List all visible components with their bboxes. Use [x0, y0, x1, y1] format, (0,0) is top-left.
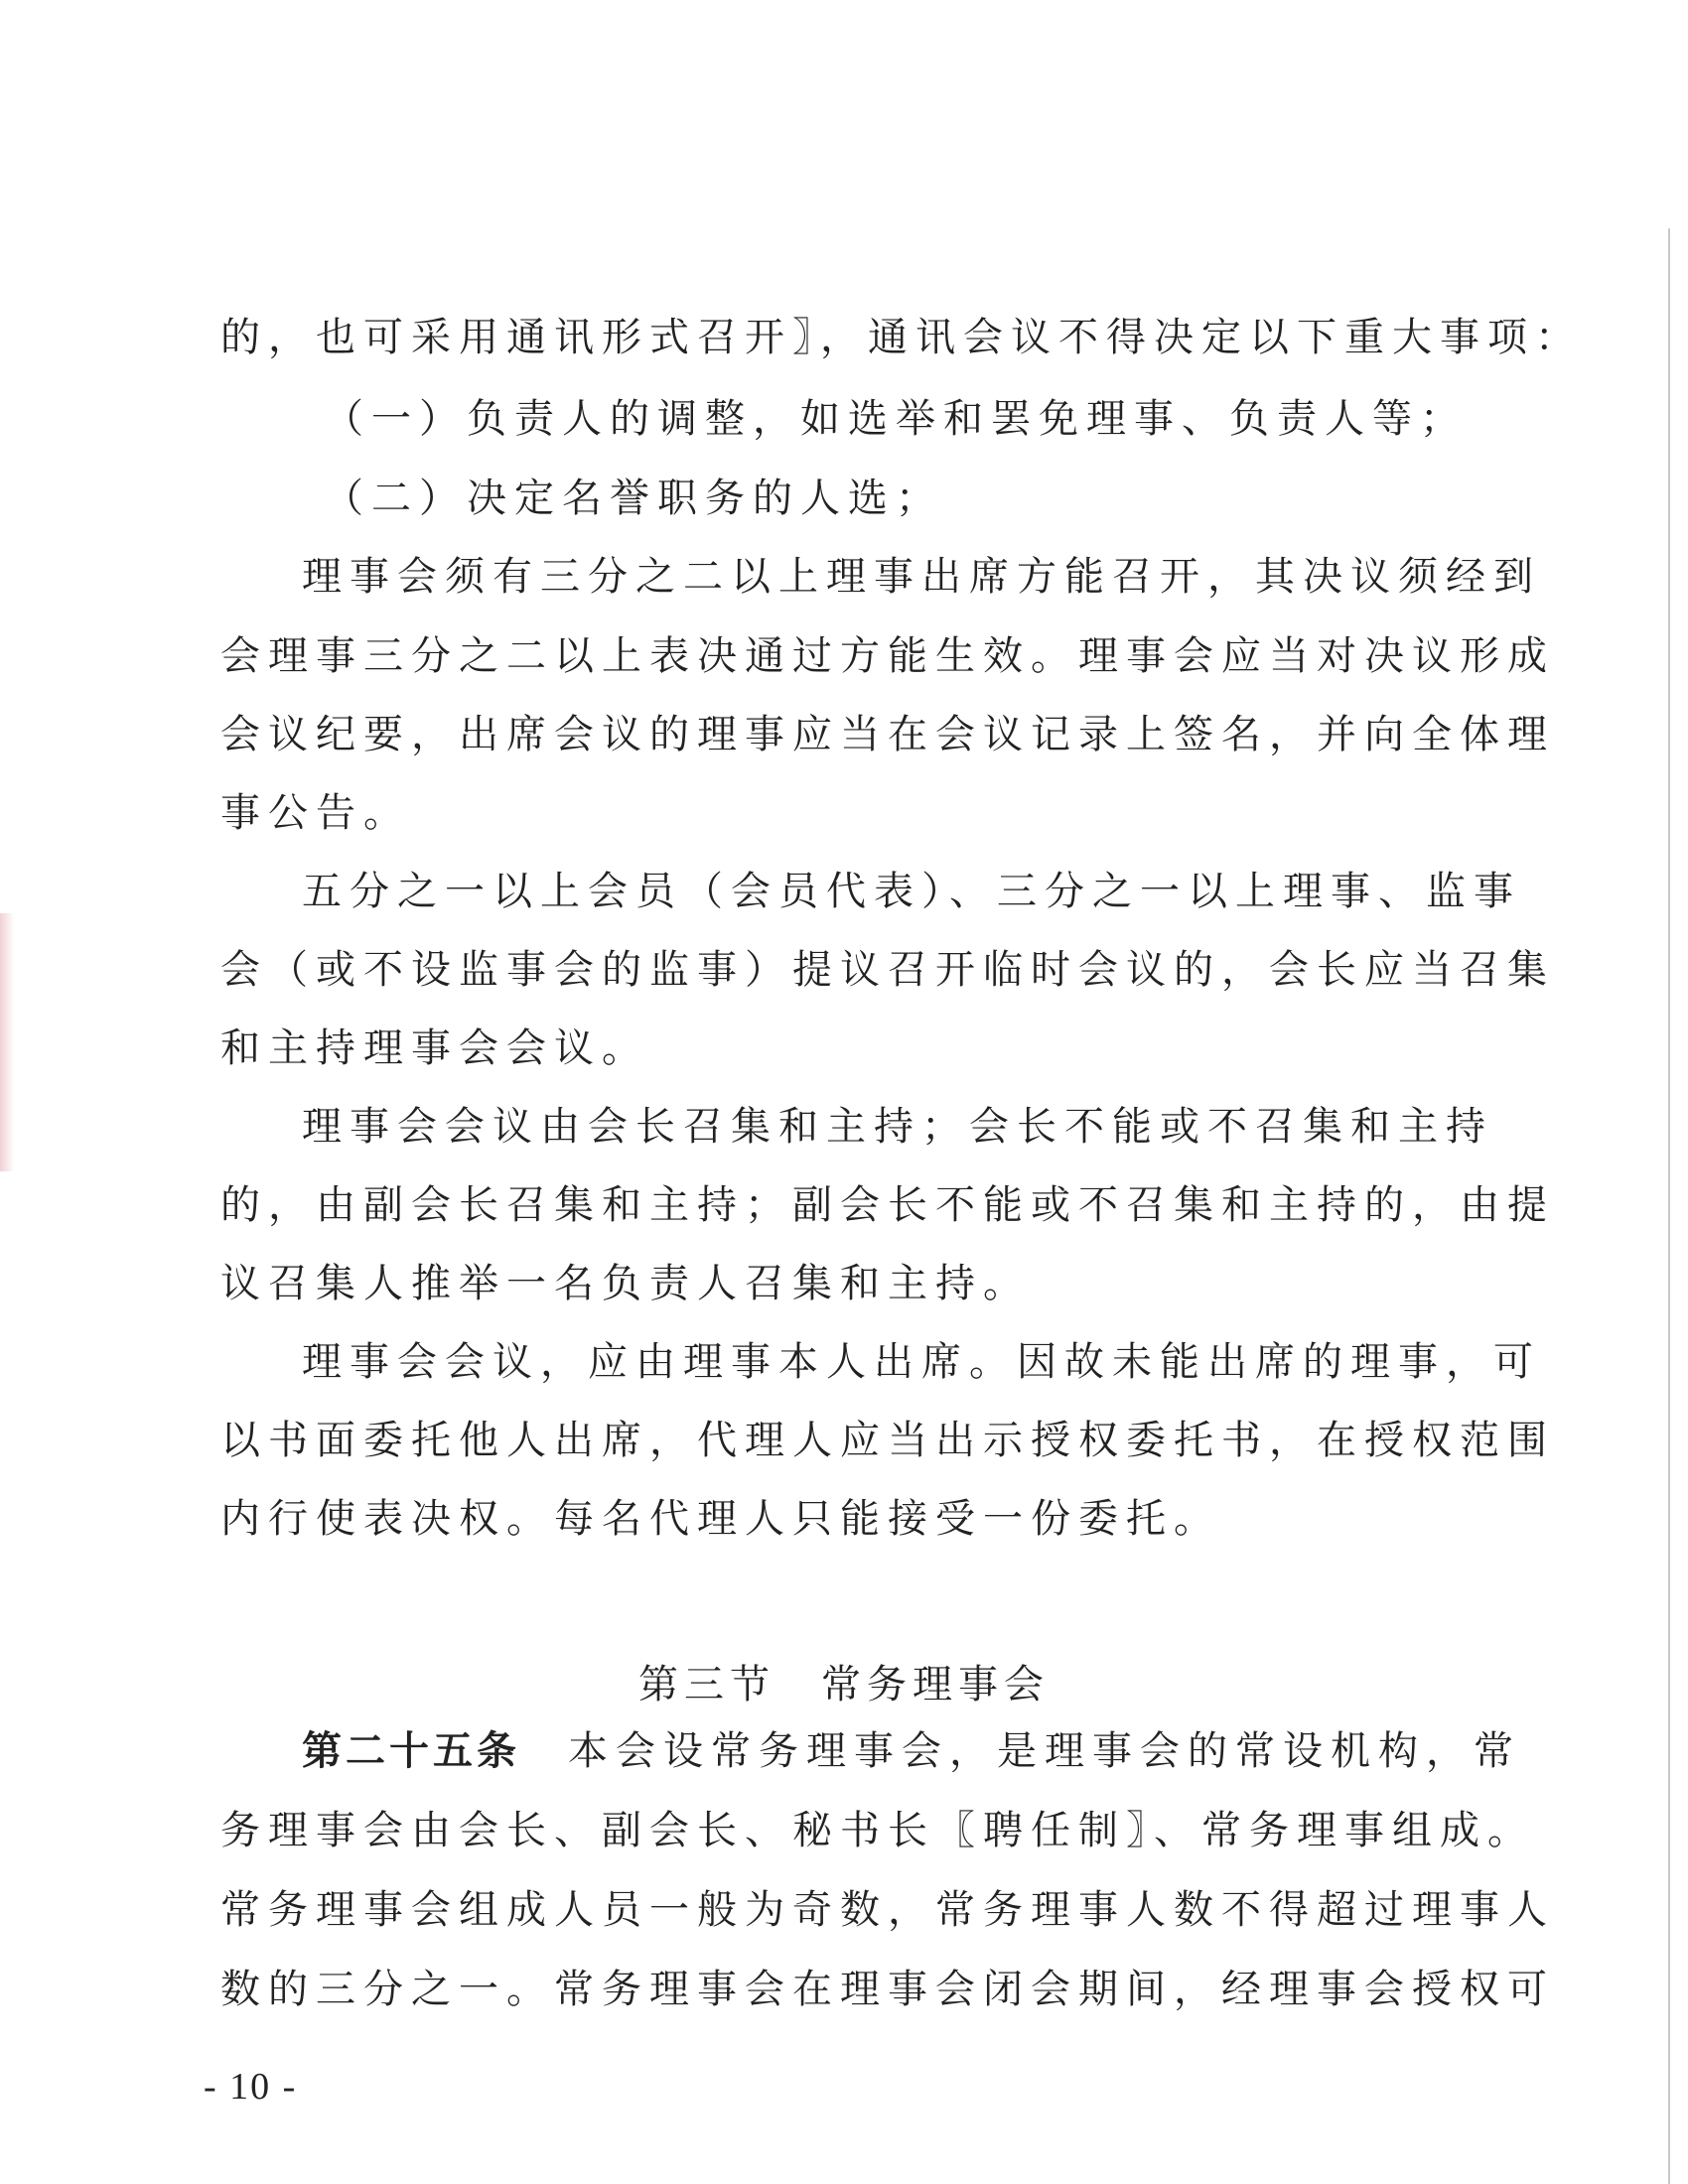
paragraph-first-line: 理事会会议，应由理事本人出席。因故未能出席的理事，可: [302, 1339, 1541, 1385]
section-title: 第三节 常务理事会: [638, 1662, 1050, 1707]
paragraph-first-line: 理事会须有三分之二以上理事出席方能召开，其决议须经到: [302, 554, 1541, 600]
paragraph-first-line: 理事会会议由会长召集和主持；会长不能或不召集和主持: [302, 1104, 1493, 1150]
text-line: 数的三分之一。常务理事会在理事会闭会期间，经理事会授权可: [220, 1967, 1555, 2012]
text-line: 常务理事会组成人员一般为奇数，常务理事人数不得超过理事人: [220, 1887, 1555, 1933]
text-line: 务理事会由会长、副会长、秘书长〖聘任制〗、常务理事组成。: [220, 1808, 1535, 1853]
text-line: 以书面委托他人出席，代理人应当出示授权委托书，在授权范围: [220, 1418, 1555, 1463]
text-line: 事公告。: [220, 790, 411, 836]
text-line: 和主持理事会会议。: [220, 1025, 649, 1071]
text-line: 内行使表决权。每名代理人只能接受一份委托。: [220, 1496, 1221, 1542]
seal-edge-stain: [0, 913, 14, 1171]
text-line: 的，由副会长召集和主持；副会长不能或不召集和主持的，由提: [220, 1182, 1555, 1228]
text-line: 的，也可采用通讯形式召开〗，通讯会议不得决定以下重大事项：: [220, 315, 1583, 360]
article-first-line: [302, 1727, 1521, 1775]
list-item-2: （二）决定名誉职务的人选；: [324, 476, 943, 521]
page-edge-shadow: [1668, 228, 1670, 2184]
text-line: 会理事三分之二以上表决通过方能生效。理事会应当对决议形成: [220, 633, 1555, 679]
page-number: - 10 -: [204, 2066, 298, 2108]
paragraph-first-line: 五分之一以上会员（会员代表）、三分之一以上理事、监事: [302, 869, 1521, 914]
article-text: 本会设常务理事会，是理事会的常设机构，常: [520, 1728, 1521, 1774]
text-line: 会议纪要，出席会议的理事应当在会议记录上签名，并向全体理: [220, 712, 1555, 757]
article-heading: 第二十五条: [302, 1728, 520, 1774]
text-line: 会（或不设监事会的监事）提议召开临时会议的，会长应当召集: [220, 947, 1555, 993]
text-line: 议召集人推举一名负责人召集和主持。: [220, 1261, 1031, 1306]
list-item-1: （一）负责人的调整，如选举和罢免理事、负责人等；: [324, 396, 1468, 442]
